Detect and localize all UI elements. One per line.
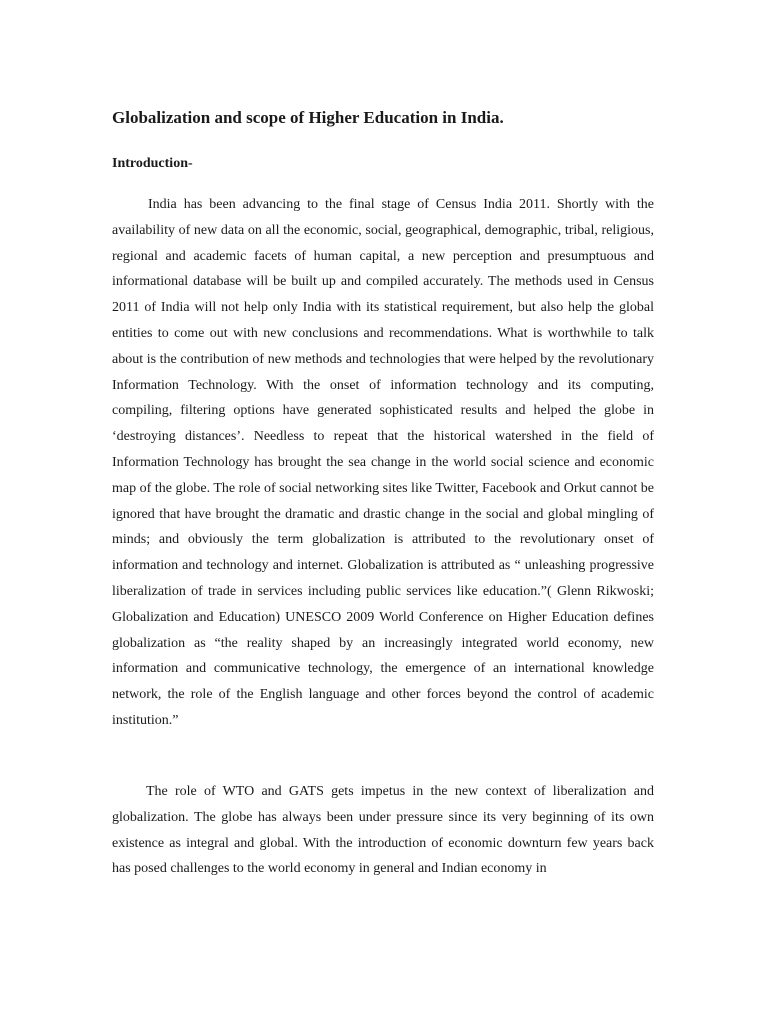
paragraph-1: India has been advancing to the final stage of Census India 2011. Shortly with the availability of new data on all the economic, social, geographical, demographic, tribal, religious, regional and academic facets of human capital, a new perception and presumptuous and informational database will be built up and compiled accurately. The methods used in Census 2011 of India will not help only India with its statistical requirement, but also help the global entities to come out with new conclusions and recommendations. What is worthwhile to talk about is the contribution of new methods and technologies that were helped by the revolutionary Information Technology. With the onset of information technology and its computing, compiling, filtering options have generated sophisticated results and helped the globe in ‘destroying distances’. Needless to repeat that the historical watershed in the field of Information Technology has brought the sea change in the world social science and economic map of the globe. The role of social networking sites like Twitter, Facebook and Orkut cannot be ignored that have brought the dramatic and drastic change in the social and global mingling of minds; and obviously the term globalization is attributed to the revolutionary onset of information and technology and internet. Globalization is attributed as “ unleashing progressive liberalization of trade in services including public services like education.”( Glenn Rikwoski; Globalization and Education) UNESCO 2009 World Conference on Higher Education defines globalization as “the reality shaped by an increasingly integrated world economy, new information and communicative technology, the emergence of an international knowledge network, the role of the English language and other forces beyond the control of academic institution.” bbox=[112, 197, 654, 728]
paragraph-2: The role of WTO and GATS gets impetus in the new context of liberalization and globalization. The globe has always been under pressure since its very beginning of its own existence as integral and global. With the introduction of economic downturn few years back has posed challenges to the world economy in general and Indian economy in bbox=[112, 784, 654, 877]
document-title: Globalization and scope of Higher Education in India. bbox=[112, 108, 504, 127]
section-heading-introduction: Introduction- bbox=[112, 156, 193, 171]
